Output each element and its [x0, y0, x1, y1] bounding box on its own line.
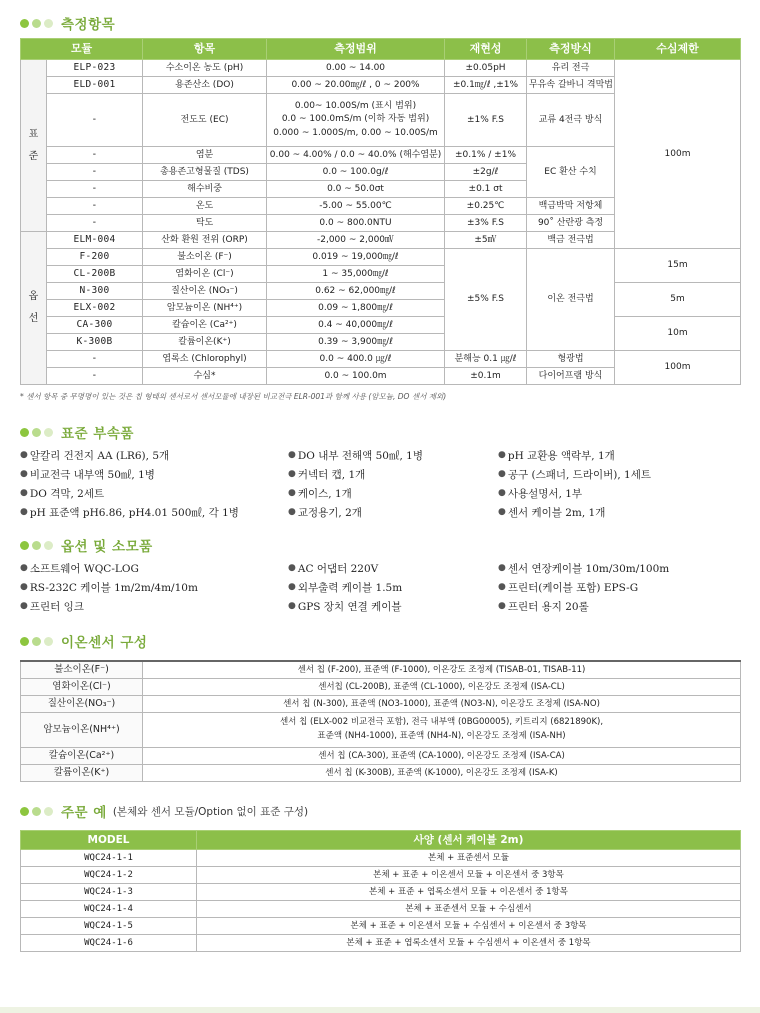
- list-item: ● AC 어댑터 220V: [288, 562, 379, 575]
- bullet-dots-icon: [20, 637, 53, 646]
- order-table: [20, 830, 741, 952]
- measure-header-row: 모듈 항목 측정범위 재현성 측정방식 수심제한: [21, 39, 741, 60]
- table-row: ELX-002 암모늄이온 (NH⁴⁺) 0.09 ~ 1,800㎎/ℓ: [21, 300, 741, 317]
- section-accessories-title: 표준 부속품: [20, 421, 740, 443]
- measure-table: [20, 38, 741, 385]
- table-row: - 엽록소 (Chlorophyl) 0.0 ~ 400.0 ㎍/ℓ 분해능 0.1 ㎍/ℓ 형광법 100m: [21, 351, 741, 368]
- list-item: ● 교정용기, 2개: [288, 506, 362, 519]
- list-item: ● 비교전극 내부액 50㎖, 1병: [20, 468, 155, 481]
- list-item: ● GPS 장치 연결 케이블: [288, 600, 402, 613]
- list-item: ● pH 표준액 pH6.86, pH4.01 500㎖, 각 1병: [20, 506, 239, 519]
- table-row: 암모늄이온(NH⁴⁺) 센서 칩 (ELX-002 비교전극 포함), 전극 내부액 (0BG00005), 키트리지 (6821890K), 표준액 (NH4-1000), 표준액 (NH4-N), 이온강도 조정제 (ISA-NH): [21, 713, 741, 748]
- list-item: ● 소프트웨어 WQC-LOG: [20, 562, 139, 575]
- table-row: WQC24-1-6 본체 + 표준 + 엽록소센서 모듈 + 수심센서 + 이온센서 중 1항목: [21, 935, 741, 952]
- table-row: - 전도도 (EC) 0.00~ 10.00S/m (표시 범위) 0.0 ~ 100.0mS/m (이하 자동 범위) 0.000 ~ 1.000S/m, 0.00 ~ 10.00S/m ±1% F.S 교류 4전극 방식: [21, 94, 741, 147]
- bullet-dots-icon: [20, 541, 53, 550]
- table-row: 표 준 ELP-023 수소이온 농도 (pH) 0.00 ~ 14.00 ±0.05pH 유리 전극 100m: [21, 60, 741, 77]
- list-item: ● 외부출력 케이블 1.5m: [288, 581, 403, 594]
- section-order-title: 주문 예 (본체와 센서 모듈/Option 없이 표준 구성): [20, 800, 740, 822]
- list-item: ● 프린터(케이블 포함) EPS-G: [498, 581, 639, 594]
- table-row: ELD-001 용존산소 (DO) 0.00 ~ 20.00㎎/ℓ , 0 ~ 200% ±0.1㎎/ℓ ,±1% 무유속 갈바니 격막법: [21, 77, 741, 94]
- table-row: CA-300 칼슘이온 (Ca²⁺) 0.4 ~ 40,000㎎/ℓ 10m: [21, 317, 741, 334]
- measure-footnote: * 센서 항목 중 무명명이 있는 것은 칩 형태의 센서로서 센서모듈에 내장된 비교전극 ELR-001과 함께 사용 (암모늄, DO 센서 제외): [20, 392, 447, 401]
- table-row: F-200 불소이온 (F⁻) 0.019 ~ 19,000㎎/ℓ ±5% F.S 이온 전극법 15m: [21, 249, 741, 266]
- table-row: WQC24-1-5 본체 + 표준 + 이온센서 모듈 + 수심센서 + 이온센서 중 3항목: [21, 918, 741, 935]
- bottom-bar: [0, 1007, 760, 1013]
- list-item: ● 센서 케이블 2m, 1개: [498, 506, 606, 519]
- table-row: 불소이온(F⁻) 센서 칩 (F-200), 표준액 (F-1000), 이온강도 조정제 (TISAB-01, TISAB-11): [21, 661, 741, 679]
- table-row: 질산이온(NO₃⁻) 센서 칩 (N-300), 표준액 (NO3-1000), 표준액 (NO3-N), 이온강도 조정제 (ISA-NO): [21, 696, 741, 713]
- ion-sensor-table: [20, 660, 741, 782]
- list-item: ● 프린터 잉크: [20, 600, 84, 613]
- table-row: - 총용존고형물질 (TDS) 0.0 ~ 100.0g/ℓ ±2g/ℓ: [21, 164, 741, 181]
- table-row: 옵 선 ELM-004 산화 환원 전위 (ORP) -2,000 ~ 2,000㎷ ±5㎷ 백금 전극법: [21, 232, 741, 249]
- list-item: ● DO 격막, 2세트: [20, 487, 105, 500]
- list-item: ● pH 교환용 액락부, 1개: [498, 449, 615, 462]
- bullet-dots-icon: [20, 428, 53, 437]
- bullet-dots-icon: [20, 807, 53, 816]
- list-item: ● 사용설명서, 1부: [498, 487, 583, 500]
- list-item: ● 커넥터 캡, 1개: [288, 468, 366, 481]
- table-row: - 해수비중 0.0 ~ 50.0σt ±0.1 σt: [21, 181, 741, 198]
- order-header-row: MODEL 사양 (센서 케이블 2m): [21, 831, 741, 850]
- table-row: - 온도 -5.00 ~ 55.00℃ ±0.25℃ 백금박막 저항체: [21, 198, 741, 215]
- bullet-dots-icon: [20, 19, 53, 28]
- table-row: 칼슘이온(Ca²⁺) 센서 칩 (CA-300), 표준액 (CA-1000), 이온강도 조정제 (ISA-CA): [21, 748, 741, 765]
- list-item: ● 공구 (스패너, 드라이버), 1세트: [498, 468, 651, 481]
- table-row: WQC24-1-1 본체 + 표준센서 모듈: [21, 850, 741, 867]
- table-row: N-300 질산이온 (NO₃⁻) 0.62 ~ 62,000㎎/ℓ 5m: [21, 283, 741, 300]
- group-option-label: 옵 선: [21, 232, 47, 385]
- table-row: K-300B 칼륨이온(K⁺) 0.39 ~ 3,900㎎/ℓ: [21, 334, 741, 351]
- options-list: [20, 560, 740, 614]
- list-item: ● RS-232C 케이블 1m/2m/4m/10m: [20, 581, 198, 594]
- table-row: - 염분 0.00 ~ 4.00% / 0.0 ~ 40.0% (해수염분) ±0.1% / ±1% EC 환산 수치: [21, 147, 741, 164]
- list-item: ● DO 내부 전해액 50㎖, 1병: [288, 449, 423, 462]
- section-options-title: 옵션 및 소모품: [20, 534, 740, 556]
- group-standard-label: 표 준: [21, 60, 47, 232]
- section-ion-sensor-title: 이온센서 구성: [20, 630, 740, 652]
- table-row: - 탁도 0.0 ~ 800.0NTU ±3% F.S 90˚ 산란광 측정: [21, 215, 741, 232]
- list-item: ● 케이스, 1개: [288, 487, 352, 500]
- list-item: ● 알칼리 건전지 AA (LR6), 5개: [20, 449, 170, 462]
- table-row: - 수심* 0.0 ~ 100.0m ±0.1m 다이어프램 방식: [21, 368, 741, 385]
- table-row: 염화이온(Cl⁻) 센서칩 (CL-200B), 표준액 (CL-1000), 이온강도 조정제 (ISA-CL): [21, 679, 741, 696]
- table-row: WQC24-1-2 본체 + 표준 + 이온센서 모듈 + 이온센서 중 3항목: [21, 867, 741, 884]
- table-row: WQC24-1-4 본체 + 표준센서 모듈 + 수심센서: [21, 901, 741, 918]
- table-row: CL-200B 염화이온 (Cl⁻) 1 ~ 35,000㎎/ℓ: [21, 266, 741, 283]
- accessories-list: [20, 447, 740, 520]
- spec-page: [0, 12, 760, 1013]
- list-item: ● 센서 연장케이블 10m/30m/100m: [498, 562, 670, 575]
- table-row: 칼륨이온(K⁺) 센서 칩 (K-300B), 표준액 (K-1000), 이온강도 조정제 (ISA-K): [21, 765, 741, 782]
- table-row: WQC24-1-3 본체 + 표준 + 엽록소센서 모듈 + 이온센서 중 1항목: [21, 884, 741, 901]
- section-measure-title: 측정항목: [20, 12, 740, 34]
- list-item: ● 프린터 용지 20롤: [498, 600, 589, 613]
